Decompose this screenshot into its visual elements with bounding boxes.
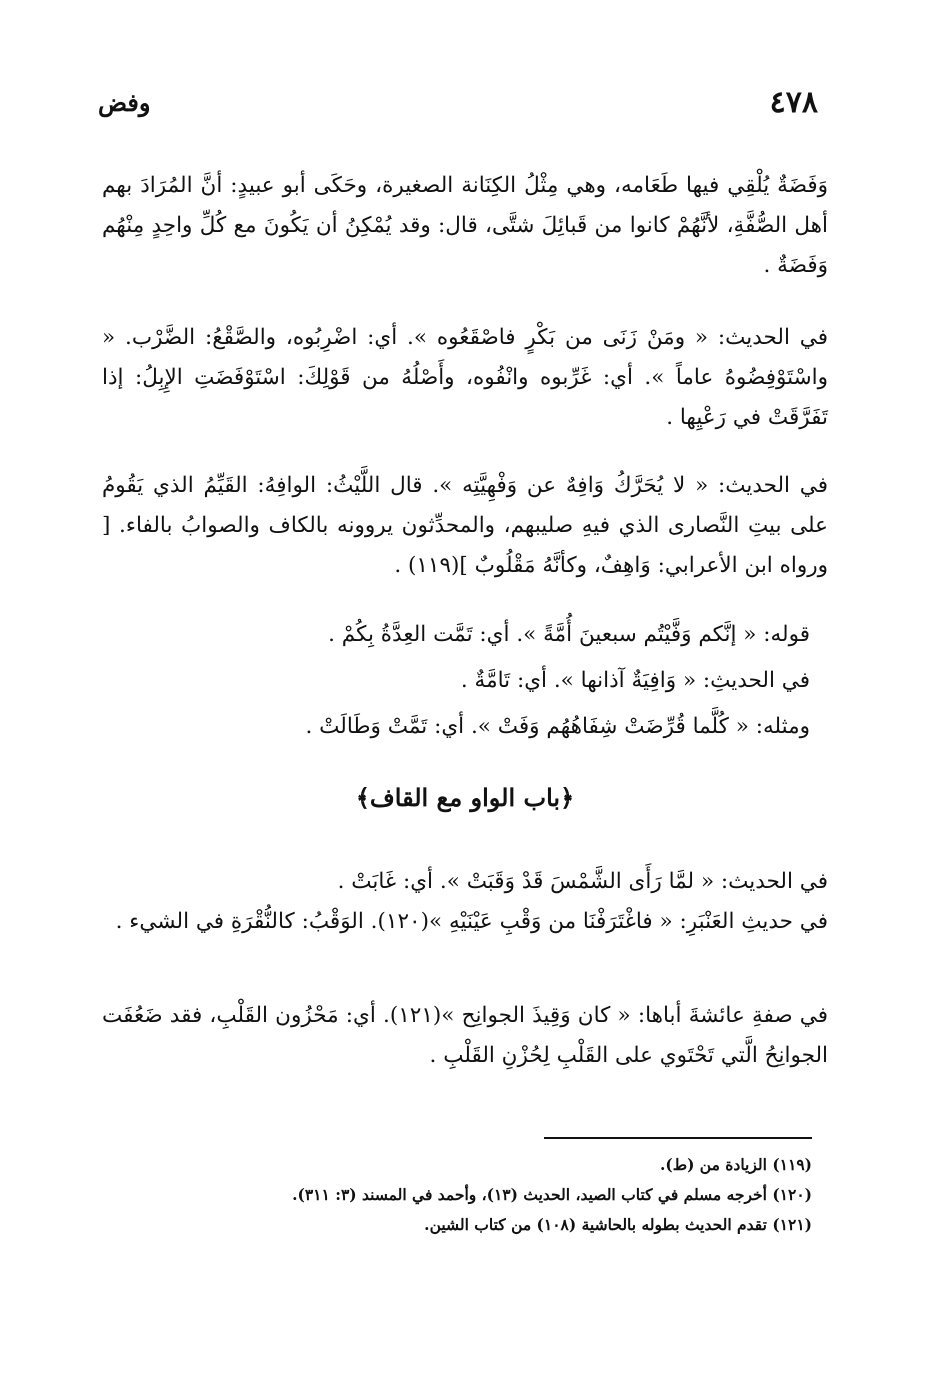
footnotes	[110, 1150, 812, 1240]
indented-line: ومثله: « كُلَّما قُرِّضَتْ شِفَاهُهُم وَفَتْ ». أي: تَمَّتْ وَطَالَتْ .	[305, 714, 810, 739]
page-header	[98, 80, 818, 124]
footnote: (١١٩) الزيادة من (ط).	[660, 1155, 812, 1174]
section-heading: ﴿باب الواو مع القاف﴾	[355, 783, 575, 812]
running-title: وفض	[98, 87, 151, 117]
indented-line: في الحديثِ: « وَافِيَةٌ آذانها ». أي: تَامَّةٌ .	[460, 668, 810, 693]
paragraph-1: وَفَضَةٌ يُلْقِي فيها طَعَامه، وهي مِثْلُ الكِنَانة الصغيرة، وحَكَى أبو عبيدٍ: أنَّ المُرَادَ بهم أهل الصُّفَّةِ، لأنَّهُمْ كانوا من قَبائِلَ شتَّى، قال: وقد يُمْكِنُ أن يَكُونَ مع كُلِّ واحِدٍ مِنْهُم وَفَضَةٌ .	[102, 173, 828, 278]
footnote: (١٢٠) أخرجه مسلم في كتاب الصيد، الحديث (١٣)، وأحمد في المسند (٣: ٣١١).	[292, 1185, 812, 1204]
section-line: في الحديث: « لمَّا رَأَى الشَّمْسَ قَدْ وَقَبَتْ ». أي: غَابَتْ .	[337, 869, 828, 894]
section-line: في حديثِ العَنْبَرِ: « فاغْتَرَفْنَا من وَقْبِ عَيْنَيْهِ »(١٢٠). الوَقْبُ: كالنُّقْرَةِ في الشيء .	[115, 909, 828, 934]
indented-lines	[102, 612, 810, 750]
indented-line: قوله: « إنَّكم وَفَّيْتُم سبعينَ أُمَّةً ». أي: تَمَّت العِدَّةُ بِكُمْ .	[328, 622, 810, 647]
paragraph-2: في الحديث: « ومَنْ زَنَى من بَكْرٍ فاصْقَعُوه ». أي: اضْرِبُوه، والصَّقْعُ: الضَّرْب. « واسْتَوْفِضُوهُ عاماً ». أي: غَرِّبوه وانْفُوه، وأَصْلُهُ من قَوْلِكَ: اسْتَوْفَضَتِ الإِبِلُ: إذا تَفَرَّقَتْ في رَعْيِها .	[102, 325, 828, 430]
paragraph-3: في الحديث: « لا يُحَرَّكُ وَافِهٌ عن وَفْهِيَّتِه ». قال اللَّيْثُ: الوافِهُ: القَيِّمُ الذي يَقُومُ على بيتِ النَّصارى الذي فيهِ صليبهم، والمحدِّثون يروونه بالكاف والصوابُ بالفاء. [ ورواه ابن الأعرابي: وَاهِفٌ، وكأنَّهُ مَقْلُوبٌ ](١١٩) .	[102, 473, 828, 578]
section-lines	[102, 862, 828, 942]
footnote: (١٢١) تقدم الحديث بطوله بالحاشية (١٠٨) من كتاب الشين.	[424, 1215, 812, 1234]
last-paragraph: في صفةِ عائشةَ أباها: « كان وَقِيذَ الجوانِح »(١٢١). أي: مَحْزُون القَلْبِ، فقد ضَعُفَت الجوانِحُ الَّتي تَحْتَوي على القَلْبِ لِحُزْنِ القَلْبِ .	[102, 1003, 828, 1068]
page-number: ٤٧٨	[769, 84, 818, 120]
footnote-divider	[544, 1137, 812, 1139]
